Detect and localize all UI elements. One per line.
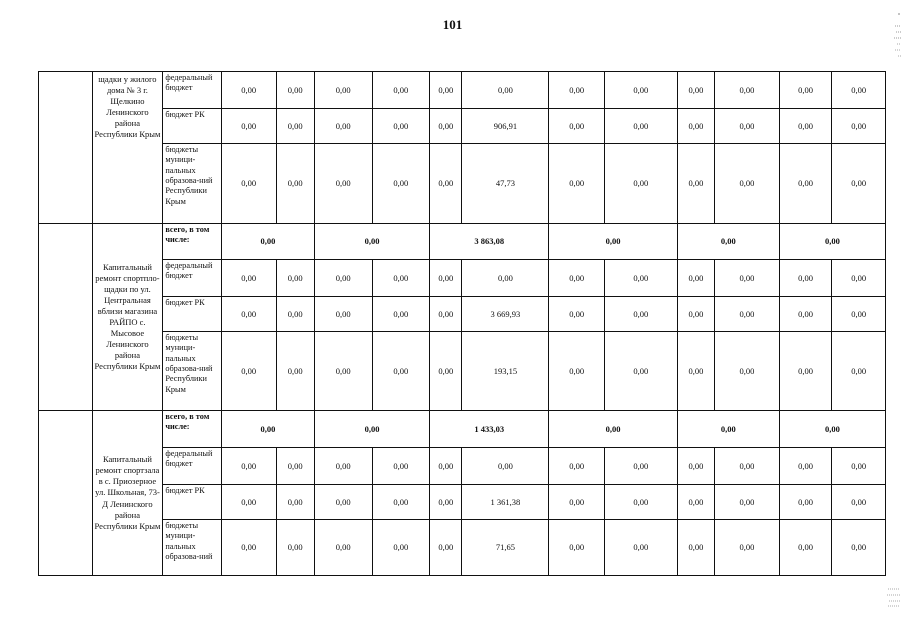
amount-cell: 0,00	[276, 144, 314, 224]
amount-cell: 0,00	[677, 109, 714, 144]
amount-cell: 0,00	[276, 109, 314, 144]
amount-cell: 0,00	[314, 332, 372, 411]
amount-cell: 0,00	[677, 520, 714, 576]
amount-cell: 0,00	[832, 448, 886, 485]
amount-cell: 0,00	[715, 260, 780, 297]
amount-cell: 0,00	[677, 332, 714, 411]
budget-row	[39, 520, 886, 576]
table-body	[39, 72, 886, 576]
amount-cell: 0,00	[779, 297, 832, 332]
amount-cell: 0,00	[221, 297, 276, 332]
amount-cell: 193,15	[462, 332, 549, 411]
funding-type-label: федеральный бюджет	[163, 448, 222, 485]
funding-table	[38, 71, 886, 576]
amount-cell: 0,00	[677, 260, 714, 297]
amount-cell: 0,00	[715, 72, 780, 109]
amount-cell: 0,00	[832, 72, 886, 109]
total-row	[39, 224, 886, 260]
amount-cell: 0,00	[832, 109, 886, 144]
page-number: 101	[442, 17, 463, 32]
amount-cell: 0,00	[779, 448, 832, 485]
row-number-cell	[39, 411, 93, 576]
amount-cell: 0,00	[832, 520, 886, 576]
amount-cell: 0,00	[779, 109, 832, 144]
amount-cell: 0,00	[314, 260, 372, 297]
amount-cell: 0,00	[832, 260, 886, 297]
funding-type-label: бюджет РК	[163, 485, 222, 520]
amount-cell: 0,00	[430, 485, 462, 520]
amount-cell: 0,00	[221, 520, 276, 576]
amount-cell: 0,00	[276, 260, 314, 297]
amount-cell: 0,00	[314, 72, 372, 109]
amount-cell: 0,00	[604, 332, 677, 411]
amount-cell: 0,00	[715, 144, 780, 224]
amount-cell: 0,00	[549, 520, 605, 576]
amount-cell: 0,00	[372, 448, 430, 485]
year-total-cell: 0,00	[314, 224, 429, 260]
amount-cell: 0,00	[832, 332, 886, 411]
amount-cell: 0,00	[779, 332, 832, 411]
funding-type-label: бюджеты муници-пальных образова-ний Республики Крым	[163, 332, 222, 411]
amount-cell: 0,00	[715, 448, 780, 485]
amount-cell: 0,00	[430, 72, 462, 109]
amount-cell: 0,00	[372, 520, 430, 576]
amount-cell: 0,00	[276, 72, 314, 109]
amount-cell: 0,00	[372, 260, 430, 297]
amount-cell: 71,65	[462, 520, 549, 576]
amount-cell: 906,91	[462, 109, 549, 144]
budget-row	[39, 297, 886, 332]
scan-artifact-icon	[888, 12, 902, 68]
funding-type-total: всего, в том числе:	[163, 224, 222, 260]
budget-row	[39, 72, 886, 109]
amount-cell: 0,00	[604, 72, 677, 109]
amount-cell: 0,00	[314, 448, 372, 485]
amount-cell: 0,00	[462, 260, 549, 297]
year-total-cell: 0,00	[221, 224, 314, 260]
amount-cell: 0,00	[462, 448, 549, 485]
project-name: Капитальный ремонт спортпло-щадки по ул. Центральная вблизи магазина РАЙПО с. Мысовое Ленинского района Республики Крым	[92, 224, 163, 411]
total-row	[39, 411, 886, 448]
amount-cell: 3 669,93	[462, 297, 549, 332]
funding-type-label: федеральный бюджет	[163, 260, 222, 297]
amount-cell: 0,00	[832, 485, 886, 520]
funding-type-total: всего, в том числе:	[163, 411, 222, 448]
amount-cell: 0,00	[430, 448, 462, 485]
amount-cell: 0,00	[604, 297, 677, 332]
amount-cell: 0,00	[549, 448, 605, 485]
budget-row	[39, 332, 886, 411]
amount-cell: 0,00	[221, 332, 276, 411]
budget-row	[39, 485, 886, 520]
funding-type-label: бюджет РК	[163, 109, 222, 144]
amount-cell: 0,00	[715, 520, 780, 576]
budget-row	[39, 448, 886, 485]
amount-cell: 0,00	[715, 109, 780, 144]
amount-cell: 0,00	[677, 297, 714, 332]
amount-cell: 0,00	[677, 485, 714, 520]
amount-cell: 0,00	[677, 448, 714, 485]
amount-cell: 0,00	[314, 297, 372, 332]
project-name: Капитальный ремонт спортзала в с. Приозерное ул. Школьная, 73-Д Ленинского района Республики Крым	[92, 411, 163, 576]
amount-cell: 0,00	[430, 297, 462, 332]
amount-cell: 0,00	[604, 448, 677, 485]
amount-cell: 0,00	[430, 109, 462, 144]
amount-cell: 0,00	[314, 109, 372, 144]
funding-type-label: бюджеты муници-пальных образова-ний Республики Крым	[163, 144, 222, 224]
amount-cell: 0,00	[677, 144, 714, 224]
amount-cell: 0,00	[276, 332, 314, 411]
amount-cell: 0,00	[779, 520, 832, 576]
amount-cell: 0,00	[715, 485, 780, 520]
row-number-cell	[39, 72, 93, 224]
amount-cell: 0,00	[372, 144, 430, 224]
budget-row	[39, 260, 886, 297]
amount-cell: 0,00	[604, 144, 677, 224]
amount-cell: 0,00	[430, 332, 462, 411]
amount-cell: 0,00	[276, 297, 314, 332]
budget-row	[39, 144, 886, 224]
year-total-cell: 0,00	[779, 224, 885, 260]
year-total-cell: 1 433,03	[430, 411, 549, 448]
year-total-cell: 0,00	[314, 411, 429, 448]
funding-type-label: федеральный бюджет	[163, 72, 222, 109]
amount-cell: 0,00	[715, 332, 780, 411]
year-total-cell: 0,00	[549, 411, 677, 448]
amount-cell: 0,00	[314, 144, 372, 224]
amount-cell: 0,00	[779, 260, 832, 297]
amount-cell: 0,00	[604, 520, 677, 576]
amount-cell: 0,00	[549, 72, 605, 109]
year-total-cell: 0,00	[221, 411, 314, 448]
amount-cell: 0,00	[604, 260, 677, 297]
amount-cell: 0,00	[221, 109, 276, 144]
scan-artifact-icon	[886, 585, 902, 609]
amount-cell: 0,00	[372, 72, 430, 109]
amount-cell: 1 361,38	[462, 485, 549, 520]
amount-cell: 0,00	[677, 72, 714, 109]
amount-cell: 0,00	[604, 485, 677, 520]
year-total-cell: 0,00	[779, 411, 885, 448]
amount-cell: 0,00	[221, 485, 276, 520]
year-total-cell: 0,00	[677, 224, 779, 260]
amount-cell: 0,00	[715, 297, 780, 332]
amount-cell: 0,00	[549, 297, 605, 332]
amount-cell: 0,00	[221, 144, 276, 224]
year-total-cell: 3 863,08	[430, 224, 549, 260]
amount-cell: 0,00	[462, 72, 549, 109]
amount-cell: 0,00	[549, 109, 605, 144]
amount-cell: 0,00	[549, 485, 605, 520]
amount-cell: 0,00	[779, 72, 832, 109]
amount-cell: 0,00	[221, 72, 276, 109]
amount-cell: 0,00	[372, 332, 430, 411]
amount-cell: 0,00	[276, 485, 314, 520]
amount-cell: 0,00	[549, 332, 605, 411]
funding-type-label: бюджеты муници-пальных образова-ний	[163, 520, 222, 576]
amount-cell: 0,00	[430, 144, 462, 224]
amount-cell: 0,00	[832, 144, 886, 224]
amount-cell: 0,00	[549, 144, 605, 224]
funding-type-label: бюджет РК	[163, 297, 222, 332]
amount-cell: 0,00	[314, 520, 372, 576]
amount-cell: 0,00	[779, 485, 832, 520]
project-name: щадки у жилого дома № 3 г. Щелкино Ленинского района Республики Крым	[92, 72, 163, 224]
budget-row	[39, 109, 886, 144]
amount-cell: 0,00	[430, 260, 462, 297]
amount-cell: 0,00	[779, 144, 832, 224]
amount-cell: 0,00	[372, 485, 430, 520]
row-number-cell	[39, 224, 93, 411]
amount-cell: 0,00	[430, 520, 462, 576]
amount-cell: 0,00	[549, 260, 605, 297]
amount-cell: 0,00	[221, 260, 276, 297]
year-total-cell: 0,00	[677, 411, 779, 448]
amount-cell: 0,00	[372, 109, 430, 144]
amount-cell: 47,73	[462, 144, 549, 224]
amount-cell: 0,00	[276, 520, 314, 576]
amount-cell: 0,00	[604, 109, 677, 144]
amount-cell: 0,00	[372, 297, 430, 332]
amount-cell: 0,00	[832, 297, 886, 332]
amount-cell: 0,00	[314, 485, 372, 520]
amount-cell: 0,00	[221, 448, 276, 485]
amount-cell: 0,00	[276, 448, 314, 485]
year-total-cell: 0,00	[549, 224, 677, 260]
